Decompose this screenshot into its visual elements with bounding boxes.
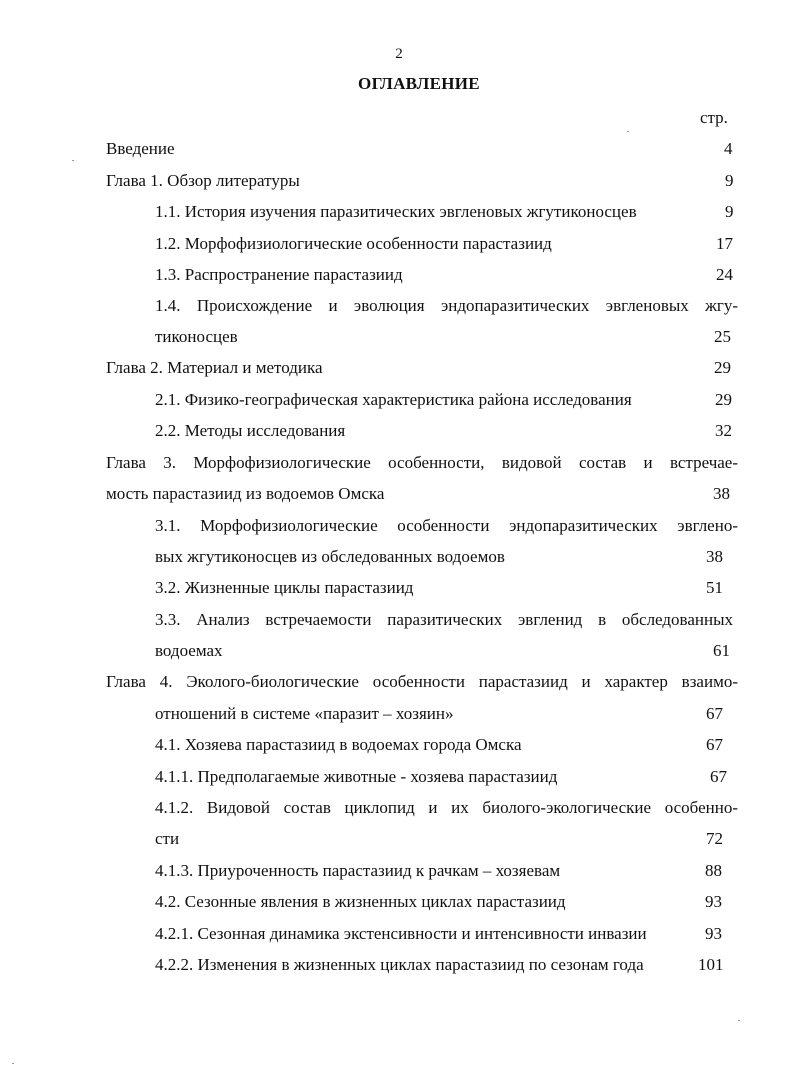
toc-entry-page: 24 (716, 265, 733, 284)
toc-entry (155, 608, 738, 632)
toc-entry-text: 4.2.1. Сезонная динамика экстенсивности и интенсивности инвазии (155, 924, 647, 943)
toc-entry-text: водоемах (155, 641, 223, 660)
toc-entry (155, 545, 738, 569)
toc-entry (155, 765, 738, 789)
scan-speck (738, 1020, 740, 1021)
toc-entry (106, 169, 738, 193)
toc-entry-page: 29 (715, 390, 732, 409)
toc-entry-text: 1.1. История изучения паразитических эвгленовых жгутиконосцев (155, 202, 637, 221)
toc-entry-text: 2.1. Физико-географическая характеристика района исследования (155, 390, 632, 409)
toc-entry (106, 137, 738, 161)
toc-entry (155, 733, 738, 757)
toc-entry-page: 9 (725, 171, 734, 190)
toc-entry-text: 4.1.3. Приуроченность парастазиид к рачкам – хозяевам (155, 861, 561, 880)
toc-entry (155, 576, 738, 600)
toc-entry-text: 3.1. Морфофизиологические особенности эндопаразитических эвглено- (155, 516, 738, 535)
toc-entry-text: вых жгутиконосцев из обследованных водоемов (155, 547, 505, 566)
toc-entry (155, 859, 738, 883)
toc-entry (155, 388, 738, 412)
toc-entry-text: мость парастазиид из водоемов Омска (106, 484, 385, 503)
toc-entry-page: 29 (714, 358, 731, 377)
toc-entry-text: отношений в системе «паразит – хозяин» (155, 704, 454, 723)
toc-entry-page: 38 (713, 484, 730, 503)
toc-entry (155, 263, 738, 287)
toc-entry (106, 482, 738, 506)
toc-entry-text: 4.2. Сезонные явления в жизненных циклах парастазиид (155, 892, 566, 911)
toc-entry-page: 67 (710, 767, 727, 786)
toc-entry-text: 3.3. Анализ встречаемости паразитических эвгленид в обследованных (155, 610, 733, 629)
scan-speck (72, 160, 74, 161)
toc-entry-text: Глава 2. Материал и методика (106, 358, 323, 377)
toc-entry-page: 38 (706, 547, 723, 566)
toc-entry-page: 51 (706, 578, 723, 597)
toc-entry-text: 1.2. Морфофизиологические особенности парастазиид (155, 234, 552, 253)
toc-entry-text: 4.2.2. Изменения в жизненных циклах парастазиид по сезонам года (155, 955, 644, 974)
toc-entry-page: 101 (698, 955, 724, 974)
toc-entry-page: 25 (714, 327, 731, 346)
toc-entry-page: 17 (716, 234, 733, 253)
toc-entry-page: 32 (715, 421, 732, 440)
toc-entry-text: 4.1.1. Предполагаемые животные - хозяева парастазиид (155, 767, 558, 786)
page-column-label: стр. (700, 108, 728, 127)
toc-entry (155, 639, 738, 663)
toc-entry (155, 890, 738, 914)
toc-entry-text: Введение (106, 139, 175, 158)
toc-entry-page: 4 (724, 139, 733, 158)
toc-entry (155, 514, 738, 538)
toc-entry (106, 356, 738, 380)
toc-entry (155, 200, 738, 224)
page-title: ОГЛАВЛЕНИЕ (358, 74, 480, 93)
toc-entry-page: 88 (705, 861, 722, 880)
scan-speck (627, 131, 629, 132)
toc-entry-text: 3.2. Жизненные циклы парастазиид (155, 578, 414, 597)
toc-entry-text: тиконосцев (155, 327, 238, 346)
toc-entry (106, 670, 738, 694)
toc-entry-page: 93 (705, 892, 722, 911)
toc-entry (155, 953, 738, 977)
scan-speck (12, 1063, 14, 1064)
toc-entry-page: 72 (706, 829, 723, 848)
toc-entry (155, 419, 738, 443)
toc-entry (155, 827, 738, 851)
toc-entry-text: Глава 1. Обзор литературы (106, 171, 300, 190)
toc-entry-text: 2.2. Методы исследования (155, 421, 346, 440)
toc-entry-page: 93 (705, 924, 722, 943)
toc-entry (106, 451, 738, 475)
toc-entry (155, 796, 738, 820)
toc-entry (155, 294, 738, 318)
toc-entry-text: Глава 4. Эколого-биологические особенности парастазиид и характер взаимо- (106, 672, 738, 691)
toc-entry (155, 325, 738, 349)
toc-entry (155, 922, 738, 946)
toc-entry-text: 4.1. Хозяева парастазиид в водоемах города Омска (155, 735, 522, 754)
page-number: 2 (395, 46, 403, 62)
toc-entry-page: 67 (706, 704, 723, 723)
toc-entry-text: 1.4. Происхождение и эволюция эндопаразитических эвгленовых жгу- (155, 296, 738, 315)
toc-entry (155, 702, 738, 726)
toc-entry (155, 232, 738, 256)
toc-entry-page: 9 (725, 202, 734, 221)
toc-entry-text: 4.1.2. Видовой состав циклопид и их биолого-экологические особенно- (155, 798, 738, 817)
toc-entry-page: 61 (713, 641, 730, 660)
toc-entry-text: Глава 3. Морфофизиологические особенности, видовой состав и встречае- (106, 453, 738, 472)
toc-entry-page: 67 (706, 735, 723, 754)
toc-entry-text: 1.3. Распространение парастазиид (155, 265, 403, 284)
toc-entry-text: сти (155, 829, 180, 848)
